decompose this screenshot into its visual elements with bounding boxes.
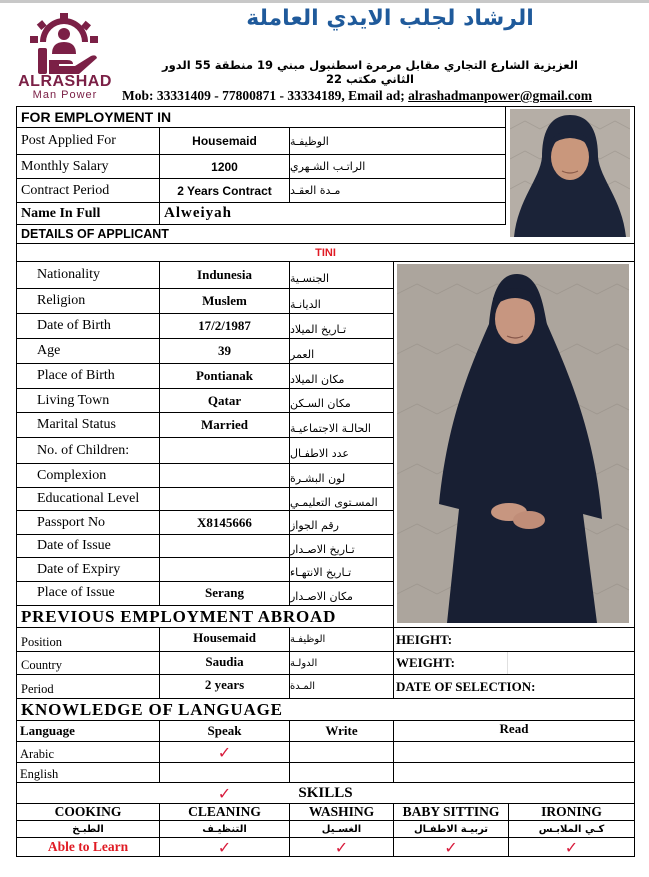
lang-header-read: Read — [499, 721, 529, 736]
applicant-label: No. of Children: — [37, 442, 130, 458]
label-prev-position: Position — [21, 635, 62, 649]
applicant-value — [160, 488, 289, 510]
check-arabic-speak-icon: ✓ — [217, 742, 232, 762]
label-monthly-salary: Monthly Salary — [21, 158, 109, 174]
applicant-value: Qatar — [207, 392, 242, 408]
check-ironing-icon: ✓ — [564, 838, 579, 856]
applicant-arabic-label: تـاريخ الانتهـاء — [290, 566, 352, 579]
arabic-label-prev-position: الوظيفـة — [290, 634, 326, 645]
applicant-value: Muslem — [202, 293, 247, 308]
applicant-label: Place of Birth — [37, 368, 115, 383]
arabic-read-cell — [394, 742, 634, 762]
check-washing-icon: ✓ — [334, 838, 349, 856]
applicant-arabic-label: تـاريخ الميلاد — [290, 322, 347, 336]
lang-header-write: Write — [325, 723, 358, 738]
english-read-cell — [394, 763, 634, 782]
gear-person-hand-logo-icon — [14, 12, 114, 82]
applicant-value: X8145666 — [197, 514, 252, 530]
arabic-label-contract-period: مـدة العقـد — [290, 184, 341, 197]
applicant-value — [160, 558, 289, 581]
applicant-arabic-label: لون البشـرة — [290, 472, 346, 485]
lang-row-english: English — [20, 767, 59, 781]
value-post-applied: Housemaid — [192, 134, 257, 148]
value-prev-period: 2 years — [204, 677, 245, 692]
arabic-label-prev-country: الدولـة — [290, 657, 318, 669]
company-arabic-address: العزيزية الشارع التجاري مقابل مرمرة اسطنبول مبني 19 منطقة 55 الدور الثاني مكتب 22 — [162, 58, 578, 86]
border — [16, 856, 635, 857]
lang-header-language: Language — [20, 723, 75, 738]
applicant-label: Educational Level — [37, 491, 140, 506]
contact-line — [122, 88, 642, 104]
skill-arabic-cooking: الطبـخ — [72, 823, 104, 835]
section-title-language: KNOWLEDGE OF LANGUAGE — [21, 699, 283, 719]
skill-arabic-cleaning: التنظيـف — [202, 823, 247, 835]
border — [393, 261, 394, 698]
english-write-cell — [290, 763, 393, 782]
stray-check-icon: ✓ — [217, 783, 232, 803]
applicant-value: 39 — [218, 343, 231, 358]
applicant-value: Serang — [205, 585, 244, 600]
value-prev-position: Housemaid — [193, 630, 256, 645]
skill-ironing: IRONING — [541, 804, 602, 819]
english-speak-cell — [160, 763, 289, 782]
value-contract-period: 2 Years Contract — [177, 183, 272, 198]
lang-row-arabic: Arabic — [20, 747, 55, 761]
applicant-label: Age — [37, 343, 61, 358]
section-title-previous-employment: PREVIOUS EMPLOYMENT ABROAD — [21, 606, 337, 626]
skill-arabic-ironing: كـي الملابـس — [538, 823, 605, 835]
skill-baby-sitting: BABY SITTING — [402, 804, 500, 819]
skill-washing: WASHING — [308, 804, 375, 819]
applicant-label: Date of Birth — [37, 318, 111, 333]
skill-status-cooking: Able to Learn — [47, 839, 129, 854]
contact-email-link[interactable]: alrashadmanpower@gmail.com — [408, 88, 593, 103]
applicant-value — [160, 535, 289, 557]
skill-arabic-washing: الغسـيل — [321, 823, 362, 835]
applicant-label: Place of Issue — [37, 585, 115, 600]
label-name-in-full: Name In Full — [21, 205, 101, 221]
logo-subtitle: Man Power — [32, 89, 98, 101]
applicant-arabic-label: عدد الاطفـال — [290, 447, 349, 460]
label-weight: WEIGHT: — [396, 655, 455, 670]
applicant-label: Religion — [37, 293, 86, 308]
section-title-applicant-details: DETAILS OF APPLICANT — [21, 227, 169, 241]
border — [634, 106, 635, 857]
label-date-of-selection: DATE OF SELECTION: — [396, 678, 536, 694]
check-cleaning-icon: ✓ — [217, 838, 232, 856]
applicant-portrait-photo — [510, 109, 630, 237]
label-height: HEIGHT: — [396, 631, 453, 647]
value-prev-country: Saudia — [205, 654, 244, 669]
applicant-label: Passport No — [37, 514, 106, 530]
arabic-label-prev-period: المـدة — [290, 681, 316, 692]
applicant-arabic-label: الديانـة — [290, 297, 321, 311]
applicant-label: Date of Expiry — [37, 561, 121, 577]
applicant-full-body-photo — [397, 264, 629, 623]
section-title-skills: SKILLS — [298, 784, 353, 801]
skill-arabic-baby-sitting: تربيـة الاطفـال — [413, 823, 489, 835]
border — [505, 106, 506, 224]
arabic-write-cell — [290, 742, 393, 762]
applicant-arabic-label: الجنسـية — [290, 271, 330, 285]
applicant-value — [160, 438, 289, 463]
label-prev-period: Period — [21, 682, 54, 696]
skill-cooking: COOKING — [54, 804, 122, 819]
applicant-label: Date of Issue — [37, 538, 111, 553]
label-contract-period: Contract Period — [21, 182, 110, 198]
applicant-value — [160, 464, 289, 487]
applicant-value: Indunesia — [197, 267, 252, 282]
applicant-arabic-label: مكان السـكن — [290, 397, 351, 410]
lang-header-speak: Speak — [207, 723, 242, 738]
applicant-label: Nationality — [37, 267, 100, 282]
applicant-arabic-label: المسـتوى التعليمـي — [290, 495, 378, 509]
contact-phones: Mob: 33331409 - 77800871 - 33334189, Email ad; — [122, 88, 409, 103]
applicant-arabic-label: مكان الاصـدار — [290, 589, 353, 603]
applicant-value: 17/2/1987 — [198, 318, 251, 333]
label-prev-country: Country — [21, 658, 62, 672]
arabic-label-post-applied: الوظيفـة — [290, 134, 329, 148]
applicant-label: Living Town — [37, 392, 110, 408]
arabic-label-monthly-salary: الراتـب الشـهري — [290, 160, 366, 173]
applicant-label: Marital Status — [37, 417, 116, 432]
applicant-arabic-label: تـاريخ الاصـدار — [290, 542, 355, 556]
section-title-employment: FOR EMPLOYMENT IN — [21, 109, 172, 125]
check-baby-sitting-icon: ✓ — [444, 838, 458, 856]
faint-divider — [507, 652, 508, 674]
applicant-arabic-label: مكان الميلاد — [290, 372, 345, 386]
applicant-arabic-label: رقم الجواز — [290, 519, 339, 532]
logo-brand-name: ALRASHAD — [18, 73, 112, 90]
value-name-in-full: Alweiyah — [164, 205, 232, 221]
applicant-arabic-label: العمر — [290, 347, 315, 361]
label-post-applied: Post Applied For — [21, 133, 116, 148]
skill-cleaning: CLEANING — [188, 804, 261, 819]
value-monthly-salary: 1200 — [211, 159, 238, 174]
agency-tag: TINI — [315, 246, 336, 259]
top-border — [0, 0, 649, 3]
applicant-label: Complexion — [37, 467, 107, 483]
applicant-arabic-label: الحالـة الاجتماعيـة — [290, 421, 371, 435]
company-arabic-title: الرشاد لجلب الايدي العاملة — [246, 6, 534, 31]
applicant-value: Pontianak — [195, 368, 254, 383]
applicant-value: Married — [201, 417, 248, 432]
